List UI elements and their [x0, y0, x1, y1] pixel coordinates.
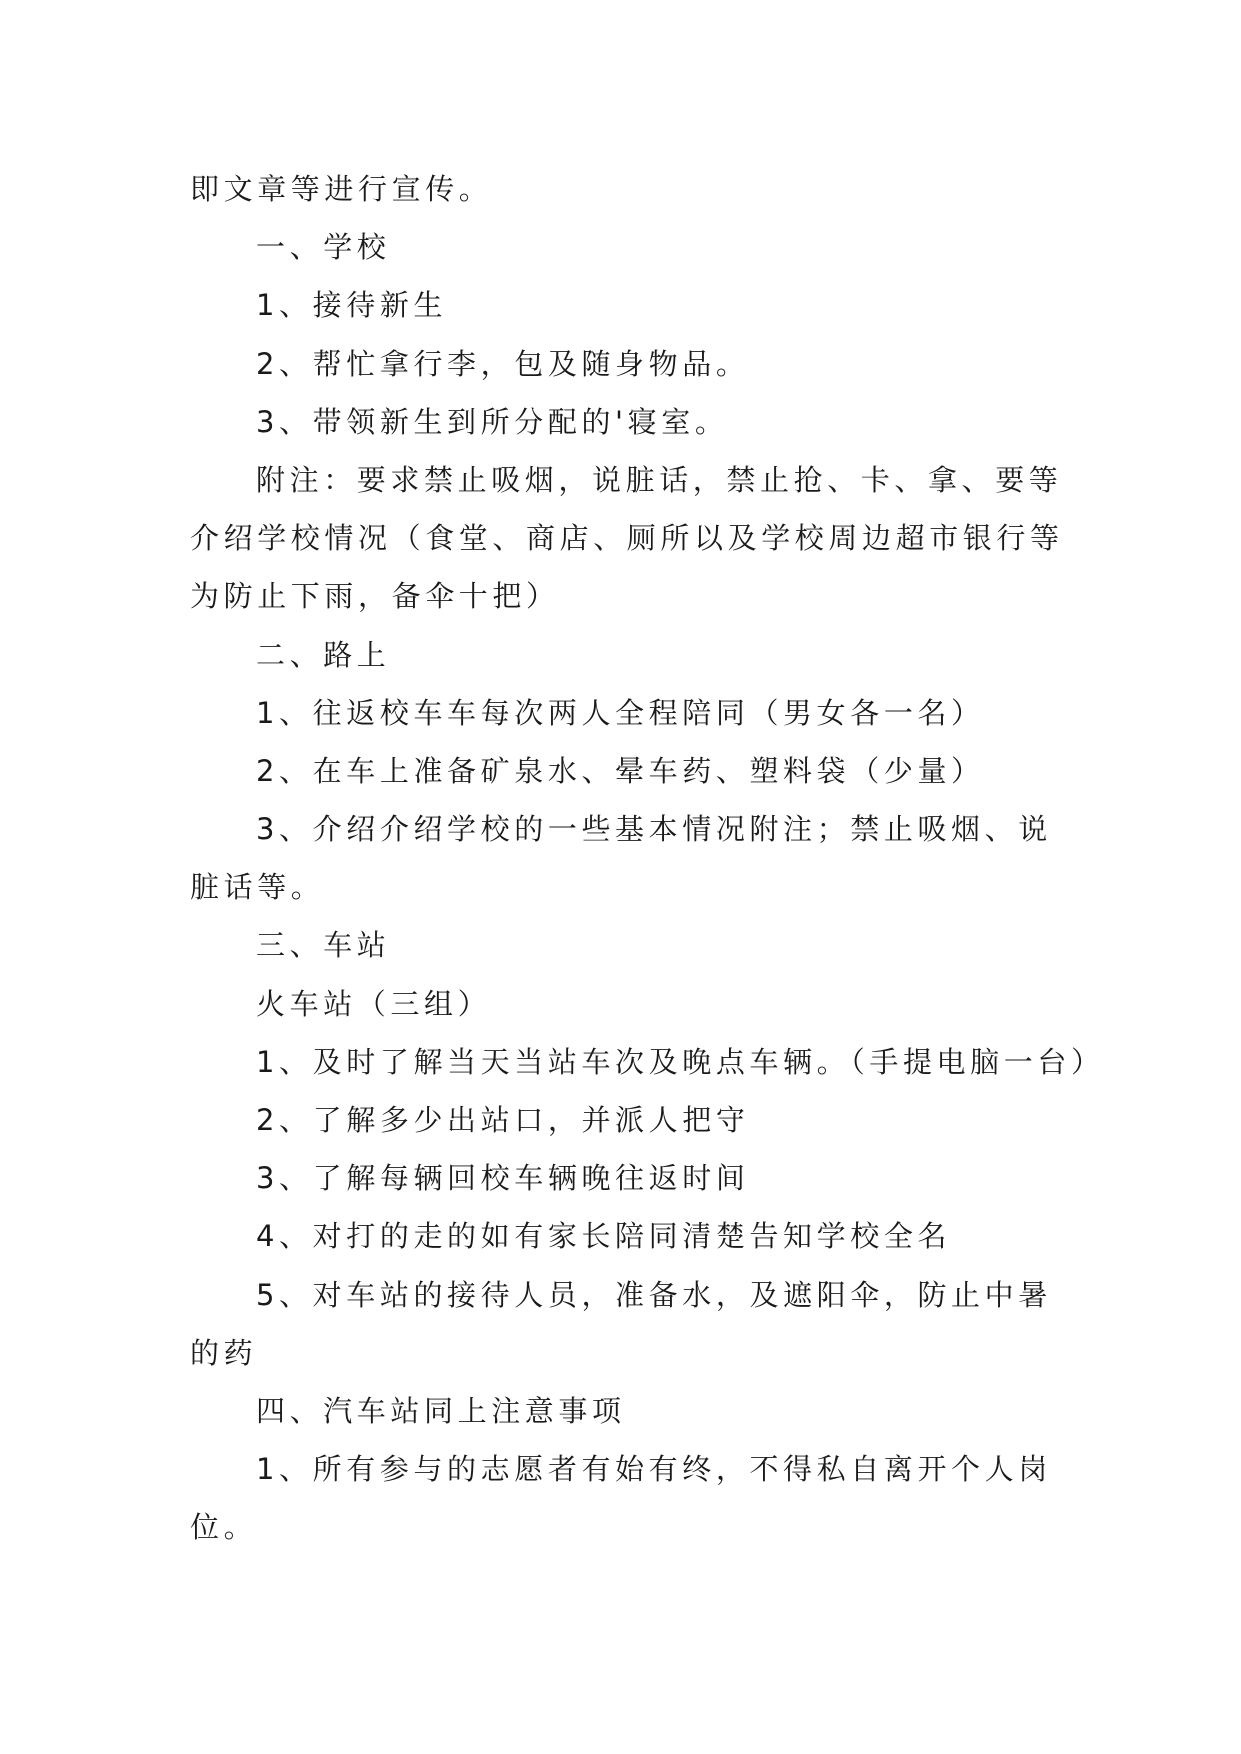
list-item-road-1: 1、往返校车车每次两人全程陪同（男女各一名）	[256, 695, 985, 730]
list-item-station-5: 5、对车站的接待人员，准备水，及遮阳伞，防止中暑	[256, 1277, 1052, 1312]
list-item-school-1: 1、接待新生	[256, 288, 448, 323]
list-item-road-2: 2、在车上准备矿泉水、晕车药、塑料袋（少量）	[256, 753, 985, 788]
note-school-line-2: 介绍学校情况（食堂、商店、厕所以及学校周边超市银行等	[190, 521, 1064, 556]
list-item-school-3: 3、带领新生到所分配的'寝室。	[256, 404, 729, 439]
subheading-train-station: 火车站（三组）	[256, 986, 492, 1021]
list-item-bus-1: 1、所有参与的志愿者有始有终，不得私自离开个人岗	[256, 1452, 1052, 1487]
list-item-school-2: 2、帮忙拿行李，包及随身物品。	[256, 346, 750, 381]
document-body	[190, 160, 1105, 1557]
list-item-station-3: 3、了解每辆回校车辆晚往返时间	[256, 1161, 750, 1196]
list-item-road-3: 3、介绍介绍学校的一些基本情况附注；禁止吸烟、说	[256, 812, 1052, 847]
list-item-station-1: 1、及时了解当天当站车次及晚点车辆。（手提电脑一台）	[256, 1044, 1105, 1079]
list-item-station-5-cont: 的药	[190, 1335, 258, 1370]
body-line-1: 即文章等进行宣传。	[190, 172, 493, 206]
list-item-station-2: 2、了解多少出站口，并派人把守	[256, 1103, 750, 1137]
section-heading-station: 三、车站	[256, 928, 391, 963]
note-school-line-1: 附注：要求禁止吸烟，说脏话，禁止抢、卡、拿、要等	[256, 462, 1063, 497]
list-item-bus-1-cont: 位。	[190, 1510, 258, 1545]
section-heading-bus-station: 四、汽车站同上注意事项	[256, 1393, 626, 1428]
list-item-road-3-cont: 脏话等。	[190, 870, 325, 905]
list-item-station-4: 4、对打的走的如有家长陪同清楚告知学校全名	[256, 1219, 952, 1254]
section-heading-school: 一、学校	[256, 230, 391, 265]
note-school-line-3: 为防止下雨，备伞十把）	[190, 579, 560, 614]
section-heading-road: 二、路上	[256, 637, 391, 672]
